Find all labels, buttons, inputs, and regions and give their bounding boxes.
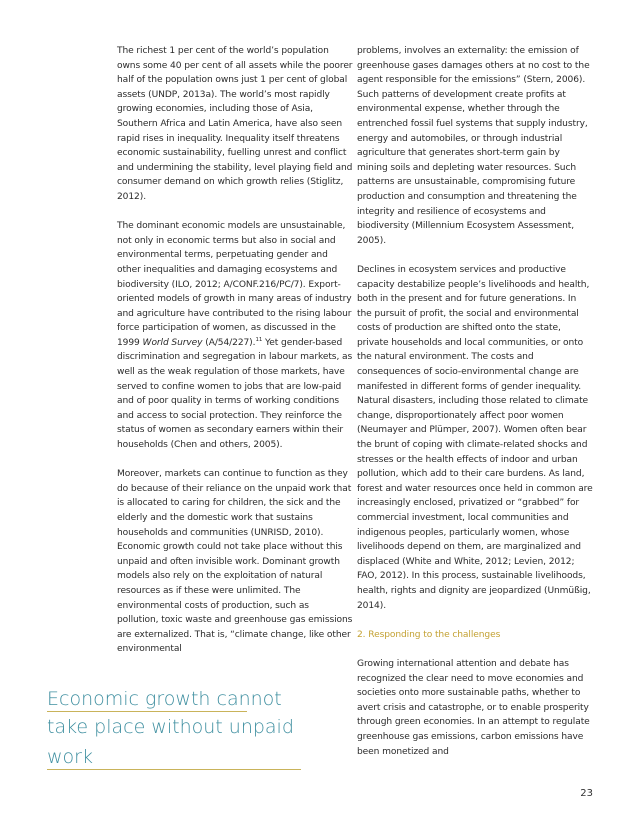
section-heading: 2. Responding to the challenges <box>357 629 501 640</box>
right-column <box>357 44 593 774</box>
pull-quote-line-1 <box>47 684 317 712</box>
paragraph-inequality: The richest 1 per cent of the world’s population owns some 40 per cent of all assets while the poorer half of the population owns just 1 per cent of global assets (UNDP, 2013a). The world’s most rapidly growing economies, including those of Asia, Southern Africa and Latin America, have also seen rapid rises in inequality. Inequality itself threatens economic sustainability, fuelling unrest and conflict and undermining the stability, level playing field and consumer demand on which growth relies (Stiglitz, 2012). <box>117 46 353 202</box>
paragraph-unpaid-work: Moreover, markets can continue to function as they do because of their reliance on the unpaid work that is allocated to caring for children, the sick and the elderly and the domestic work that sustains households and communities (UNRISD, 2010). Economic growth could not take place without this unpaid and often invisible work. Dominant growth models also rely on the exploitation of natural resources as if these were unlimited. The environmental costs of production, such as pollution, toxic waste and greenhouse gas emissions are externalized. That is, “climate change, like other environmental <box>117 469 353 655</box>
pull-quote-text-1: Economic growth cannot <box>47 688 282 710</box>
paragraph-text: The dominant economic models are unsustainable, not only in economic terms but also in social and environmental terms, perpetuating gender and other inequalities and damaging ecosystems and biodiversity (ILO, 2012; A/CONF.216/PC/7). Export-oriented models of growth in many areas of industry and agriculture have contributed to the rising labour force participation of women, as discussed in the 1999 <box>117 221 352 348</box>
footnote-marker[interactable]: 11 <box>255 336 263 343</box>
paragraph-externality: problems, involves an externality: the emission of greenhouse gases damages others at no cost to the agent responsible for the emissions” (Stern, 2006). Such patterns of development create profits at environmental expense, whether through the entrenched fossil fuel systems that supply industry, energy and automobiles, or through industrial agriculture that generates short-term gain by mining soils and depleting water resources. Such patterns are unsustainable, compromising future production and consumption and threatening the integrity and resilience of ecosystems and biodiversity (Millennium Ecosystem Assessment, 2005). <box>357 46 590 246</box>
paragraph-text: Yet gender-based discrimination and segregation in labour markets, as well as the weak regulation of those markets, have served to confine women to jobs that are low-paid and of poor quality in terms of working conditions and access to social protection. They reinforce the status of women as secondary earners within their households (Chen and others, 2005). <box>117 337 353 451</box>
world-survey-title: World Survey <box>142 337 203 348</box>
underline-divider <box>47 769 301 770</box>
pull-quote <box>47 684 317 770</box>
paragraph-ecosystem-declines: Declines in ecosystem services and productive capacity destabilize people’s livelihoods and health, both in the present and for future generations. In the pursuit of profit, the social and environmental costs of production are shifted onto the state, private households and local communities, or onto the natural environment. The costs and consequences of socio-environmental change are manifested in different forms of gender inequality. Natural disasters, including those related to climate change, disproportionately affect poor women (Neumayer and Plümper, 2007). Women often bear the brunt of coping with climate-related shocks and stresses or the health effects of indoor and urban pollution, which add to their care burdens. As land, forest and water resources once held in common are increasingly enclosed, privatized or “grabbed” for commercial investment, local communities and indigenous peoples, particularly women, whose livelihoods depend on them, are marginalized and displaced (White and White, 2012; Levien, 2012; FAO, 2012). In this process, sustainable livelihoods, health, rights and dignity are jeopardized (Unmüßig, 2014). <box>357 264 593 611</box>
pull-quote-text-2: take place without unpaid work <box>47 716 294 768</box>
paragraph-dominant-models <box>117 219 353 453</box>
paragraph-text: (A/54/227). <box>202 337 256 348</box>
left-column <box>117 44 353 672</box>
paragraph-responding: Growing international attention and debate has recognized the clear need to move economies and societies onto more sustainable paths, whether to avert crisis and catastrophe, or to enable prosperity through green economies. In an attempt to regulate greenhouse gas emissions, carbon emissions have been monetized and <box>357 658 590 757</box>
pull-quote-line-2 <box>47 712 317 770</box>
page-number: 23 <box>580 788 593 799</box>
